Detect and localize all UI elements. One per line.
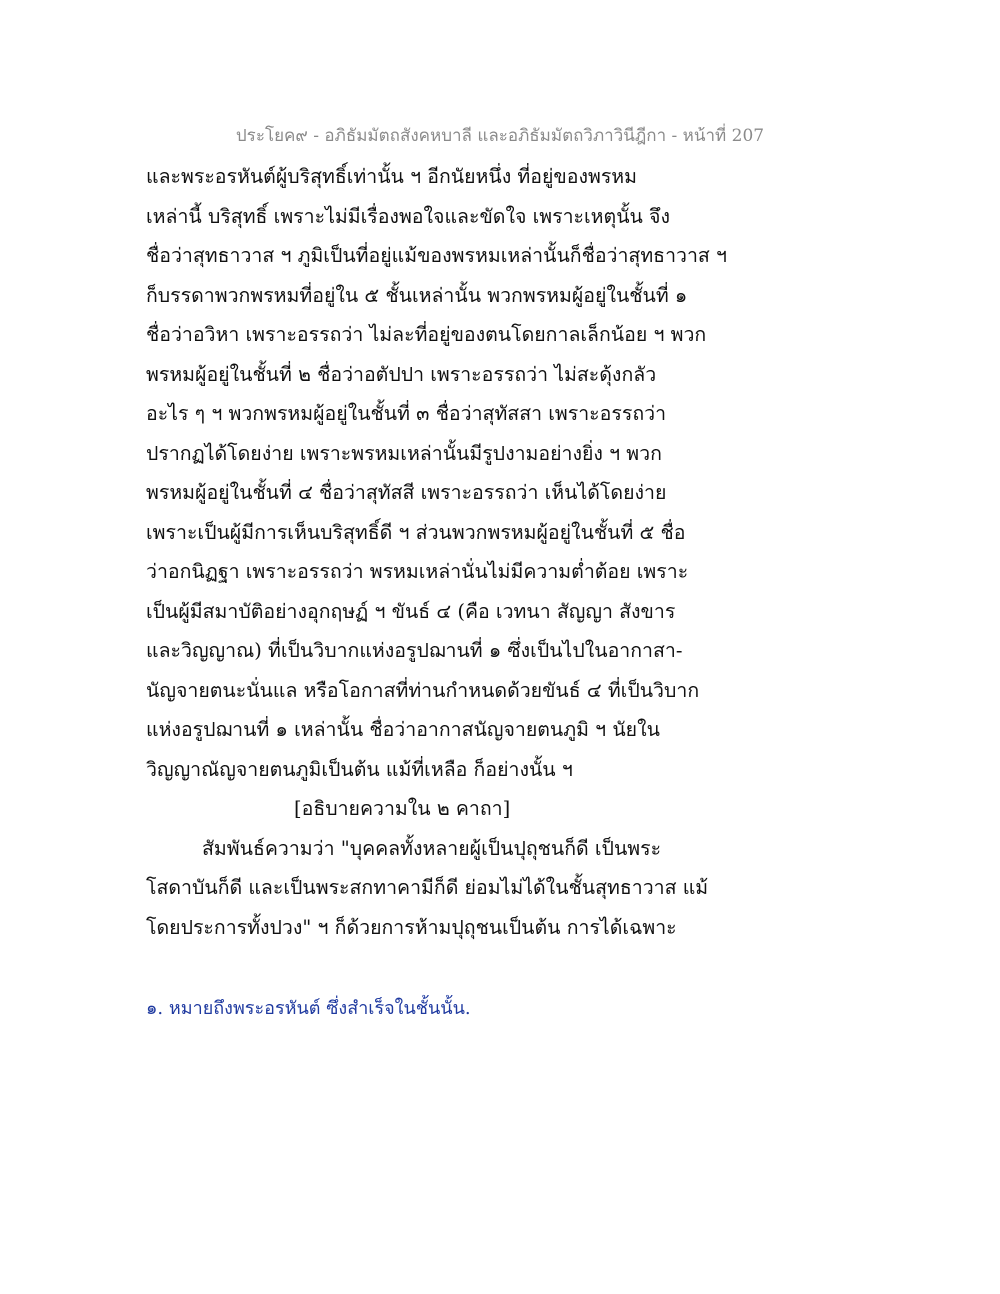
body-text [146,157,866,947]
page-header: ประโยค๙ - อภิธัมมัตถสังคหบาลี และอภิธัมมัตถวิภาวินีฎีกา - หน้าที่ 207 [235,126,765,146]
text-line: ว่าอกนิฏฐา เพราะอรรถว่า พรหมเหล่านั่นไม่มีความต่ำต้อย เพราะ [146,560,689,583]
text-line: ก็บรรดาพวกพรหมที่อยู่ใน ๕ ชั้นเหล่านั้น พวกพรหมผู้อยู่ในชั้นที่ ๑ [146,283,688,307]
text-line: ชื่อว่าอวิหา เพราะอรรถว่า ไม่ละที่อยู่ของตนโดยกาลเล็กน้อย ฯ พวก [146,323,707,346]
text-line: เพราะเป็นผู้มีการเห็นบริสุทธิ์ดี ฯ ส่วนพวกพรหมผู้อยู่ในชั้นที่ ๕ ชื่อ [146,520,686,544]
footnote: ๑. หมายถึงพระอรหันต์ ซึ่งสำเร็จในชั้นนั้น. [146,998,471,1019]
text-line: โดยประการทั้งปวง" ฯ ก็ด้วยการห้ามปุถุชนเป็นต้น การได้เฉพาะ [146,915,677,939]
text-line: วิญญาณัญจายตนภูมิเป็นต้น แม้ที่เหลือ ก็อย่างนั้น ฯ [146,757,573,781]
text-line: เป็นผู้มีสมาบัติอย่างอุกฤษฏ์ ฯ ขันธ์ ๔ (คือ เวทนา สัญญา สังขาร [146,599,676,623]
text-line: พรหมผู้อยู่ในชั้นที่ ๒ ชื่อว่าอตัปปา เพราะอรรถว่า ไม่สะดุ้งกลัว [146,362,657,386]
text-line: แห่งอรูปฌานที่ ๑ เหล่านั้น ชื่อว่าอากาสนัญจายตนภูมิ ฯ นัยใน [146,718,660,741]
text-line: ชื่อว่าสุทธาวาส ฯ ภูมิเป็นที่อยู่แม้ของพรหมเหล่านั้นก็ชื่อว่าสุทธาวาส ฯ [146,244,727,267]
section-heading: [อธิบายความใน ๒ คาถา] [294,797,511,820]
text-line: และวิญญาณ) ที่เป็นวิบากแห่งอรูปฌานที่ ๑ ซึ่งเป็นไปในอากาสา- [146,639,683,662]
text-line: สัมพันธ์ความว่า "บุคคลทั้งหลายผู้เป็นปุถุชนก็ดี เป็นพระ [202,836,662,860]
text-line: พรหมผู้อยู่ในชั้นที่ ๔ ชื่อว่าสุทัสสี เพราะอรรถว่า เห็นได้โดยง่าย [146,481,667,504]
text-line: โสดาบันก็ดี และเป็นพระสกทาคามีก็ดี ย่อมไม่ได้ในชั้นสุทธาวาส แม้ [146,876,709,899]
text-line: นัญจายตนะนั่นแล หรือโอกาสที่ท่านกำหนดด้วยขันธ์ ๔ ที่เป็นวิบาก [146,678,700,702]
text-line: ปรากฏได้โดยง่าย เพราะพรหมเหล่านั้นมีรูปงามอย่างยิ่ง ฯ พวก [146,441,662,465]
text-line: อะไร ๆ ฯ พวกพรหมผู้อยู่ในชั้นที่ ๓ ชื่อว่าสุทัสสา เพราะอรรถว่า [146,402,667,425]
text-line: เหล่านี้ บริสุทธิ์ เพราะไม่มีเรื่องพอใจและขัดใจ เพราะเหตุนั้น จึง [146,204,671,228]
text-line: และพระอรหันต์ผู้บริสุทธิ์เท่านั้น ฯ อีกนัยหนึ่ง ที่อยู่ของพรหม [146,165,638,188]
